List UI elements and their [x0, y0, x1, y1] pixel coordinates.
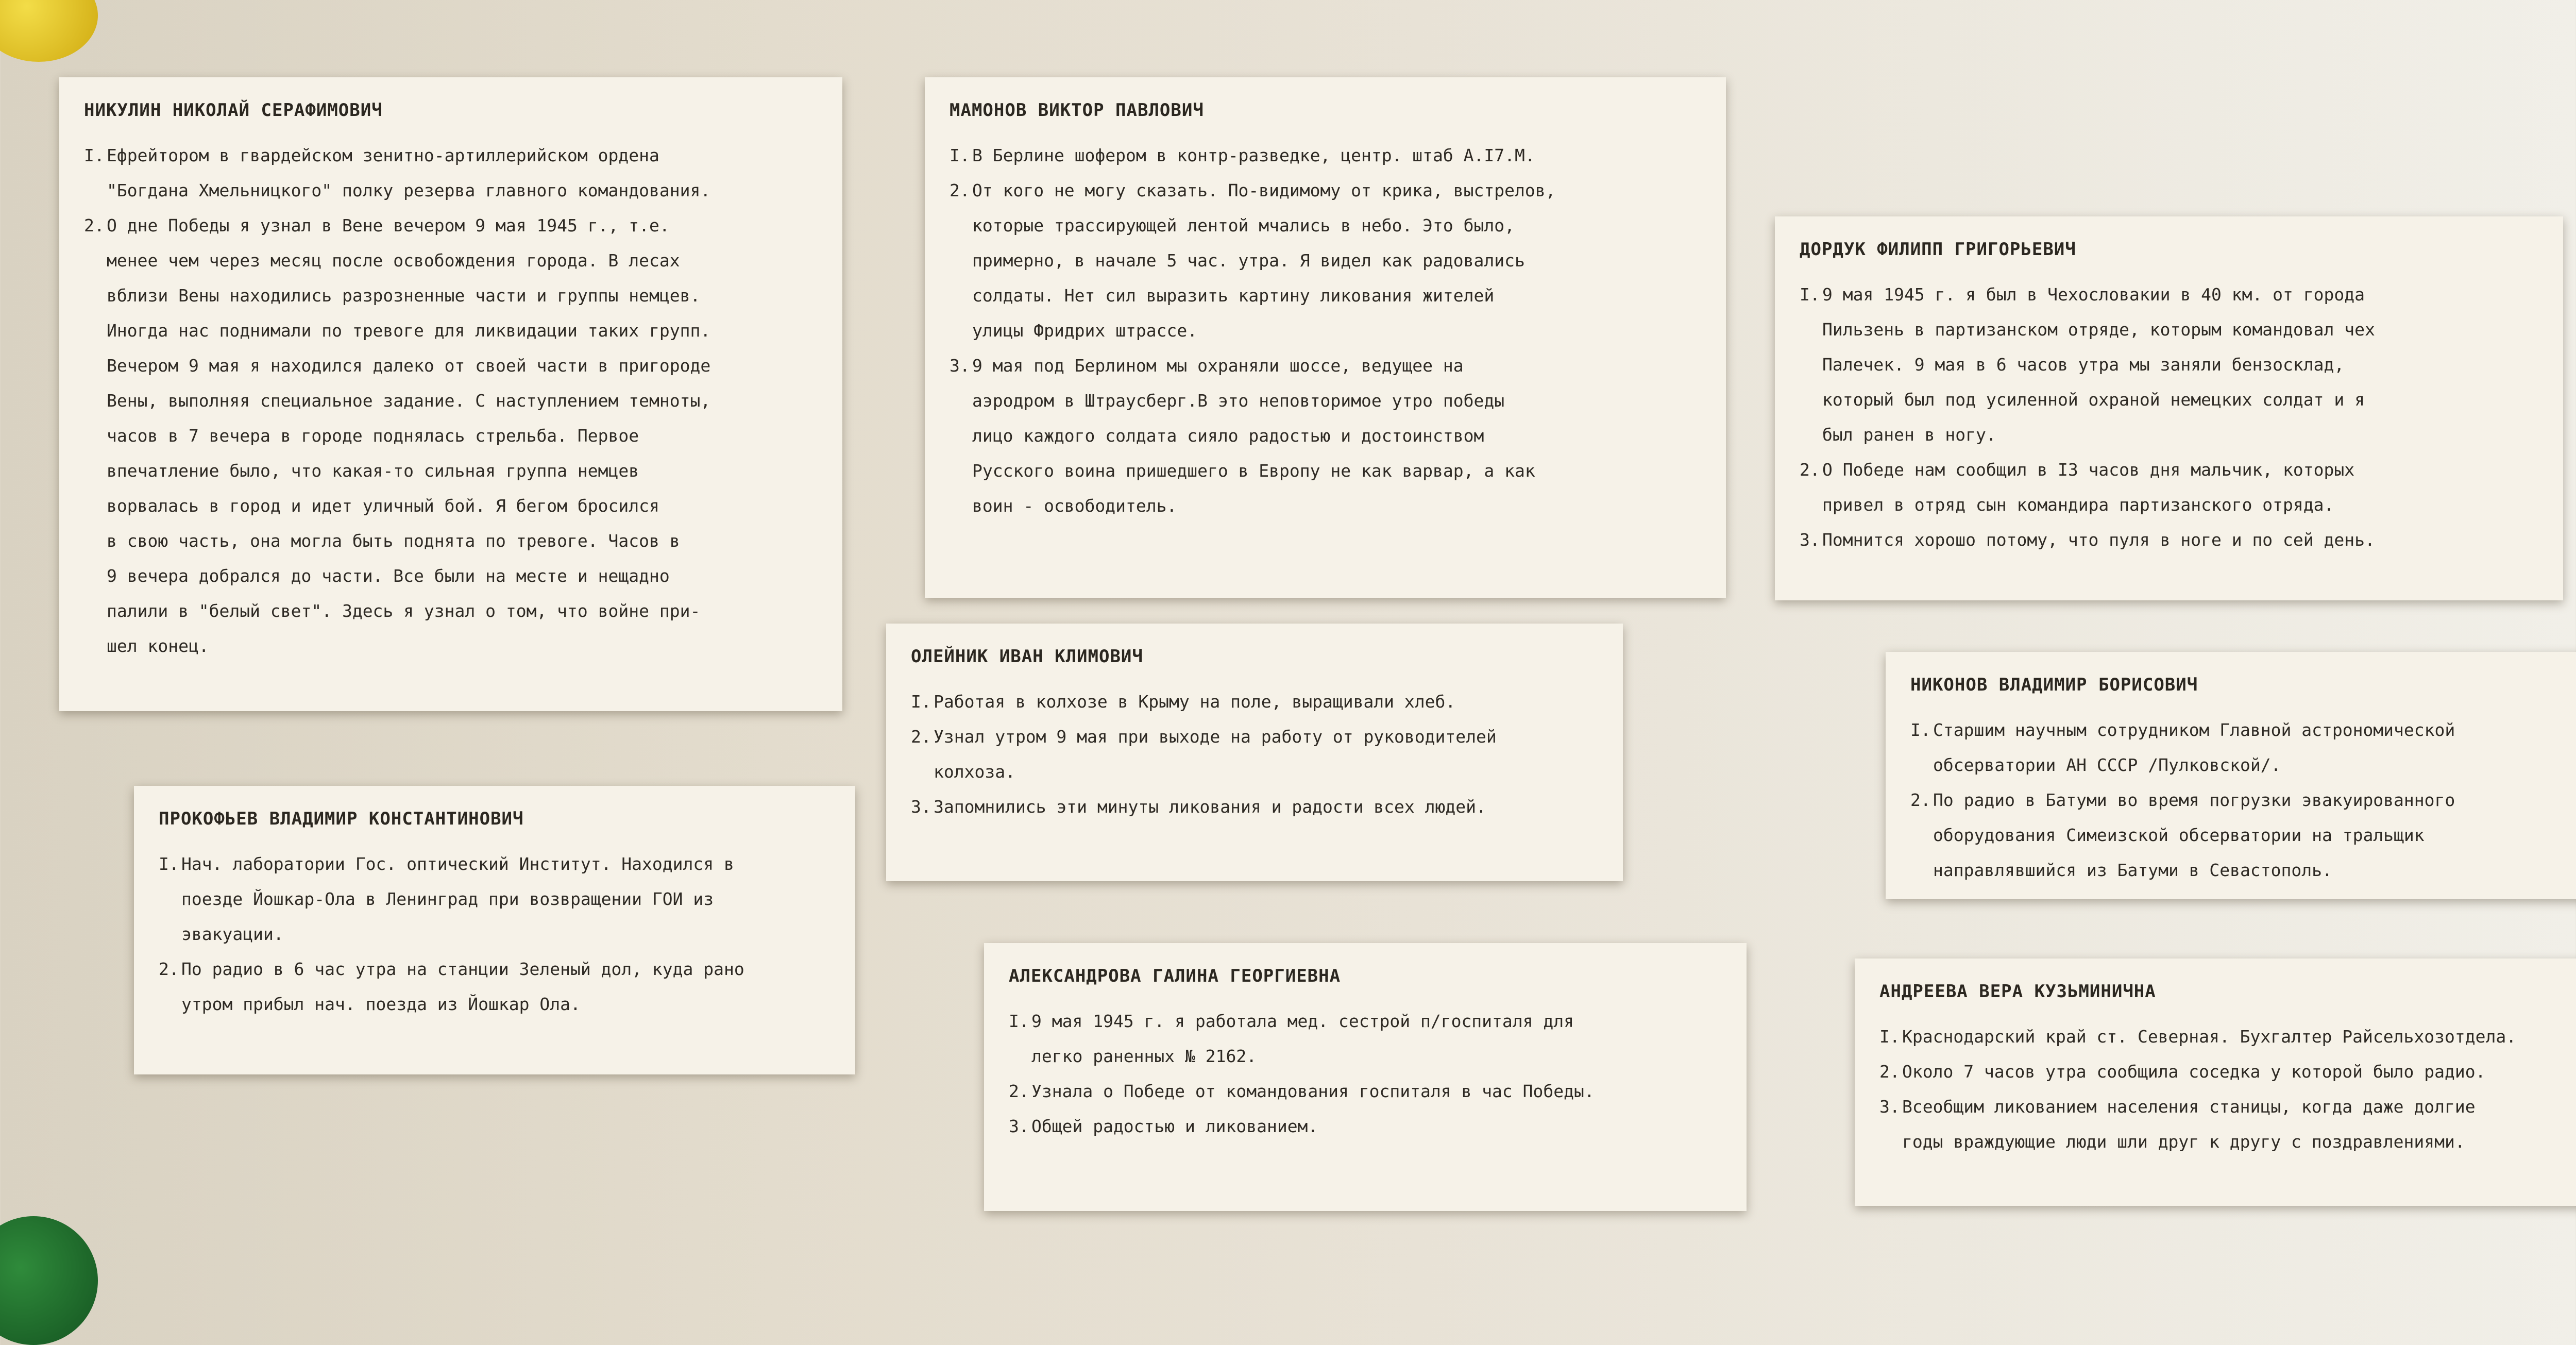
note-title: НИКУЛИН НИКОЛАЙ СЕРАФИМОВИЧ — [84, 100, 383, 121]
note-prokofiev — [134, 786, 855, 1074]
note-item-line: Около 7 часов утра сообщила соседка у которой было радио. — [1902, 1062, 2486, 1082]
note-item-number: I. — [911, 692, 931, 712]
note-title: ОЛЕЙНИК ИВАН КЛИМОВИЧ — [911, 646, 1143, 667]
note-item-line: часов в 7 вечера в городе поднялась стрельба. Первое — [107, 426, 639, 446]
note-item — [1800, 277, 2538, 452]
note-item-line: Вечером 9 мая я находился далеко от своей части в пригороде — [107, 356, 711, 376]
note-item-number: I. — [1800, 284, 1820, 305]
note-item-line: впечатление было, что какая-то сильная группа немцев — [107, 461, 639, 481]
note-item-line: направлявшийся из Батуми в Севастополь. — [1933, 860, 2332, 880]
note-oleinik — [886, 624, 1623, 881]
note-item — [1879, 1019, 2576, 1054]
note-item-line: улицы Фридрих штрассе. — [972, 321, 1198, 341]
note-item-line: 9 мая под Берлином мы охраняли шоссе, ведущее на — [972, 356, 1464, 376]
note-item — [1800, 523, 2538, 558]
note-item-number: 2. — [1009, 1081, 1029, 1101]
note-item-line: колхоза. — [934, 762, 1015, 782]
note-item — [1009, 1074, 1722, 1109]
note-item-line: легко раненных № 2162. — [1031, 1046, 1257, 1066]
note-items — [1910, 713, 2576, 888]
note-item-number: I. — [159, 854, 179, 874]
note-item-line: Всеобщим ликованием населения станицы, когда даже долгие — [1902, 1097, 2476, 1117]
note-item-line: поезде Йошкар-Ола в Ленинград при возвращении ГОИ из — [181, 889, 714, 909]
note-item-line: Нач. лаборатории Гос. оптический Институт. Находился в — [181, 854, 734, 874]
note-item-line: палили в "белый свет". Здесь я узнал о том, что войне при- — [107, 601, 701, 621]
note-item-line: О Победе нам сообщил в I3 часов дня мальчик, которых — [1822, 460, 2355, 480]
note-item-line: аэродром в Штраусберг.В это неповторимое утро победы — [972, 391, 1505, 411]
note-item-line: Ефрейтором в гвардейском зенитно-артиллерийском ордена — [107, 145, 659, 165]
note-items — [159, 847, 831, 1022]
note-items — [1879, 1019, 2576, 1159]
note-item-line: который был под усиленной охраной немецких солдат и я — [1822, 390, 2365, 410]
note-item-number: 2. — [84, 215, 105, 236]
note-item — [950, 173, 1701, 348]
note-item-line: От кого не могу сказать. По-видимому от крика, выстрелов, — [972, 180, 1556, 200]
note-item — [911, 684, 1598, 719]
note-item-line: Узнал утром 9 мая при выходе на работу от руководителей — [934, 727, 1497, 747]
note-item-line: вблизи Вены находились разрозненные части и группы немцев. — [107, 285, 701, 306]
note-item-line: примерно, в начале 5 час. утра. Я видел как радовались — [972, 250, 1525, 271]
note-item-line: Пильзень в партизанском отряде, которым командовал чех — [1822, 320, 2375, 340]
note-item-number: 2. — [1879, 1062, 1900, 1082]
note-item-line: По радио в Батуми во время погрузки эвакуированного — [1933, 790, 2455, 810]
note-item-number: I. — [1879, 1027, 1900, 1047]
note-item-line: обсерватории АН СССР /Пулковской/. — [1933, 755, 2281, 775]
note-item-line: Помнится хорошо потому, что пуля в ноге и по сей день. — [1822, 530, 2375, 550]
note-item-line: шел конец. — [107, 636, 209, 656]
note-item-number: 2. — [950, 180, 970, 200]
note-mamonov — [925, 77, 1726, 598]
note-item-line: привел в отряд сын командира партизанского отряда. — [1822, 495, 2334, 515]
note-item — [950, 348, 1701, 524]
note-item-line: Вены, выполняя специальное задание. С наступлением темноты, — [107, 391, 711, 411]
note-item-number: I. — [84, 145, 105, 165]
note-item-line: "Богдана Хмельницкого" полку резерва главного командования. — [107, 180, 711, 200]
note-item-number: I. — [1009, 1011, 1029, 1031]
note-title: ДОРДУК ФИЛИПП ГРИГОРЬЕВИЧ — [1800, 239, 2076, 260]
note-item-line: О дне Победы я узнал в Вене вечером 9 мая 1945 г., т.е. — [107, 215, 670, 236]
note-item-number: I. — [950, 145, 970, 165]
note-items — [950, 138, 1701, 524]
note-item-line: менее чем через месяц после освобождения города. В лесах — [107, 250, 680, 271]
note-item-number: 2. — [1910, 790, 1931, 810]
note-item — [159, 952, 831, 1022]
note-title: АНДРЕЕВА ВЕРА КУЗЬМИНИЧНА — [1879, 981, 2156, 1002]
note-item — [1879, 1054, 2576, 1089]
note-item-line: был ранен в ногу. — [1822, 425, 1996, 445]
note-item-line: Старшим научным сотрудником Главной астрономической — [1933, 720, 2455, 740]
note-item-line: утром прибыл нач. поезда из Йошкар Ола. — [181, 994, 581, 1014]
note-item — [1800, 452, 2538, 523]
note-item-line: 9 мая 1945 г. я был в Чехословакии в 40 км. от города — [1822, 284, 2365, 305]
note-item — [84, 208, 818, 664]
note-title: АЛЕКСАНДРОВА ГАЛИНА ГЕОРГИЕВНА — [1009, 966, 1341, 986]
note-item — [1009, 1004, 1722, 1074]
note-dorduk — [1775, 216, 2563, 600]
note-title: НИКОНОВ ВЛАДИМИР БОРИСОВИЧ — [1910, 675, 2198, 695]
note-items — [911, 684, 1598, 825]
note-item-line: Палечек. 9 мая в 6 часов утра мы заняли бензосклад, — [1822, 355, 2345, 375]
note-item — [159, 847, 831, 952]
note-item — [950, 138, 1701, 173]
note-item-line: 9 вечера добрался до части. Все были на месте и нещадно — [107, 566, 670, 586]
note-item-line: Общей радостью и ликованием. — [1031, 1116, 1318, 1136]
note-item-line: годы враждующие люди шли друг к другу с поздравлениями. — [1902, 1132, 2465, 1152]
note-item-line: Запомнились эти минуты ликования и радости всех людей. — [934, 797, 1486, 817]
note-item-line: оборудования Симеизской обсерватории на тральщик — [1933, 825, 2425, 845]
note-item-line: ворвалась в город и идет уличный бой. Я бегом бросился — [107, 496, 659, 516]
note-item-number: 3. — [1800, 530, 1820, 550]
note-items — [1800, 277, 2538, 558]
note-item-line: воин - освободитель. — [972, 496, 1177, 516]
note-title: МАМОНОВ ВИКТОР ПАВЛОВИЧ — [950, 100, 1204, 121]
note-items — [1009, 1004, 1722, 1144]
note-item-line: солдаты. Нет сил выразить картину ликования жителей — [972, 285, 1495, 306]
note-item-number: 3. — [911, 797, 931, 817]
note-item-number: I. — [1910, 720, 1931, 740]
note-item-line: Работая в колхозе в Крыму на поле, выращивали хлеб. — [934, 692, 1456, 712]
note-nikulin — [59, 77, 842, 711]
yellow-pin-top-left — [0, 0, 98, 62]
note-item — [911, 789, 1598, 825]
note-item-line: Краснодарский край ст. Северная. Бухгалтер Райсельхозотдела. — [1902, 1027, 2517, 1047]
note-item-line: Узнала о Победе от командования госпиталя в час Победы. — [1031, 1081, 1595, 1101]
note-item-line: лицо каждого солдата сияло радостью и достоинством — [972, 426, 1484, 446]
note-item — [911, 719, 1598, 789]
note-item-line: В Берлине шофером в контр-разведке, центр. штаб А.I7.М. — [972, 145, 1535, 165]
note-items — [84, 138, 818, 664]
note-item-number: 3. — [1879, 1097, 1900, 1117]
note-item-number: 2. — [1800, 460, 1820, 480]
note-item — [1910, 713, 2576, 783]
note-item-line: 9 мая 1945 г. я работала мед. сестрой п/госпиталя для — [1031, 1011, 1574, 1031]
note-nikonov — [1886, 652, 2576, 899]
note-item-line: Иногда нас поднимали по тревоге для ликвидации таких групп. — [107, 321, 711, 341]
note-item-line: Русского воина пришедшего в Европу не как варвар, а как — [972, 461, 1535, 481]
note-item-number: 2. — [911, 727, 931, 747]
note-item — [1879, 1089, 2576, 1159]
note-title: ПРОКОФЬЕВ ВЛАДИМИР КОНСТАНТИНОВИЧ — [159, 809, 524, 829]
note-item — [1910, 783, 2576, 888]
note-alexandrova — [984, 943, 1747, 1211]
note-item-line: По радио в 6 час утра на станции Зеленый дол, куда рано — [181, 959, 744, 979]
note-andreeva — [1855, 959, 2576, 1206]
note-item-line: эвакуации. — [181, 924, 284, 944]
note-item-line: которые трассирующей лентой мчались в небо. Это было, — [972, 215, 1515, 236]
green-pin-bottom-left — [0, 1216, 98, 1345]
note-item — [84, 138, 818, 208]
note-item-number: 3. — [1009, 1116, 1029, 1136]
note-item — [1009, 1109, 1722, 1144]
note-item-number: 2. — [159, 959, 179, 979]
note-item-number: 3. — [950, 356, 970, 376]
note-item-line: в свою часть, она могла быть поднята по тревоге. Часов в — [107, 531, 680, 551]
